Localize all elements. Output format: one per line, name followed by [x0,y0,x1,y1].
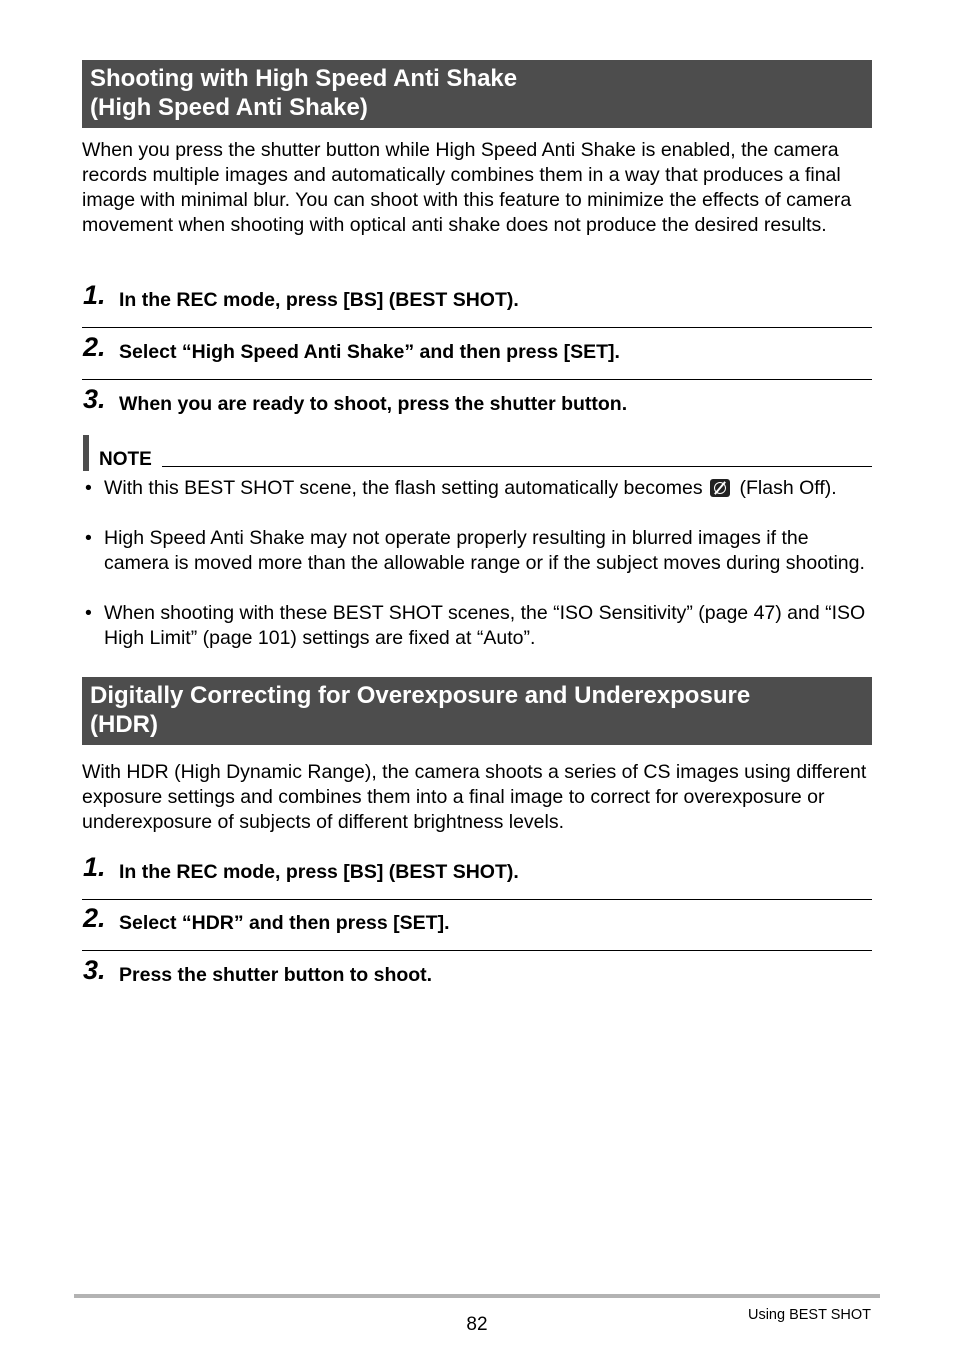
section-heading-line-2: (HDR) [90,711,158,738]
flash-off-icon [710,479,730,497]
step-number: 1. [83,280,106,310]
step-divider [82,950,872,951]
step-divider [82,379,872,380]
step-3 [82,957,872,997]
section-intro-paragraph: With HDR (High Dynamic Range), the camera shoots a series of CS images using different exposure settings and combines them into a final image to correct for overexposure or underexposure of subjects of different brightness levels. [82,761,867,833]
step-divider [82,899,872,900]
bullet-dot: • [85,602,92,624]
step-number: 2. [83,332,106,362]
step-3 [82,386,872,426]
section-heading-line-1: Digitally Correcting for Overexposure and Underexposure [90,682,751,709]
section-intro-paragraph: When you press the shutter button while High Speed Anti Shake is enabled, the camera records multiple images and automatically combines them in a way that produces a final image with minimal blur. You can shoot with this feature to minimize the effects of camera movement when shooting with optical anti shake does not produce the desired results. [82,139,852,236]
step-text: When you are ready to shoot, press the shutter button. [119,393,628,415]
step-number: 3. [83,384,106,414]
section-heading-line-1: Shooting with High Speed Anti Shake [90,65,518,92]
step-2 [82,905,872,945]
step-number: 3. [83,955,106,985]
bullet-text: High Speed Anti Shake may not operate properly resulting in blurred images if the camera is moved more than the allowable range or if the subject moves during shooting. [104,527,865,574]
note-divider [162,466,872,467]
bullet-text: With this BEST SHOT scene, the flash setting automatically becomes [104,477,703,499]
step-1 [82,282,872,322]
step-text: In the REC mode, press [BS] (BEST SHOT). [119,289,519,311]
note-marker-bar [83,435,89,471]
step-text: Select “HDR” and then press [SET]. [119,912,450,934]
step-2 [82,334,872,374]
step-divider [82,327,872,328]
note-label: NOTE [99,449,152,470]
step-text: Press the shutter button to shoot. [119,964,433,986]
page-number: 82 [466,1314,488,1335]
bullet-text: When shooting with these BEST SHOT scenes, the “ISO Sensitivity” (page 47) and “ISO High Limit” (page 101) settings are fixed at “Auto”. [104,602,866,649]
section-heading-hdr [82,677,872,745]
section-heading-high-speed-anti-shake [82,60,872,128]
step-1 [82,854,872,894]
bullet-text: (Flash Off). [739,477,837,499]
footer-section-label: Using BEST SHOT [747,1307,871,1323]
bullet-dot: • [85,527,92,549]
bullet-dot: • [85,477,92,499]
step-number: 1. [83,852,106,882]
step-text: In the REC mode, press [BS] (BEST SHOT). [119,861,519,883]
step-number: 2. [83,903,106,933]
footer-divider [74,1294,880,1298]
step-text: Select “High Speed Anti Shake” and then press [SET]. [119,341,620,363]
section-heading-line-2: (High Speed Anti Shake) [90,94,368,121]
